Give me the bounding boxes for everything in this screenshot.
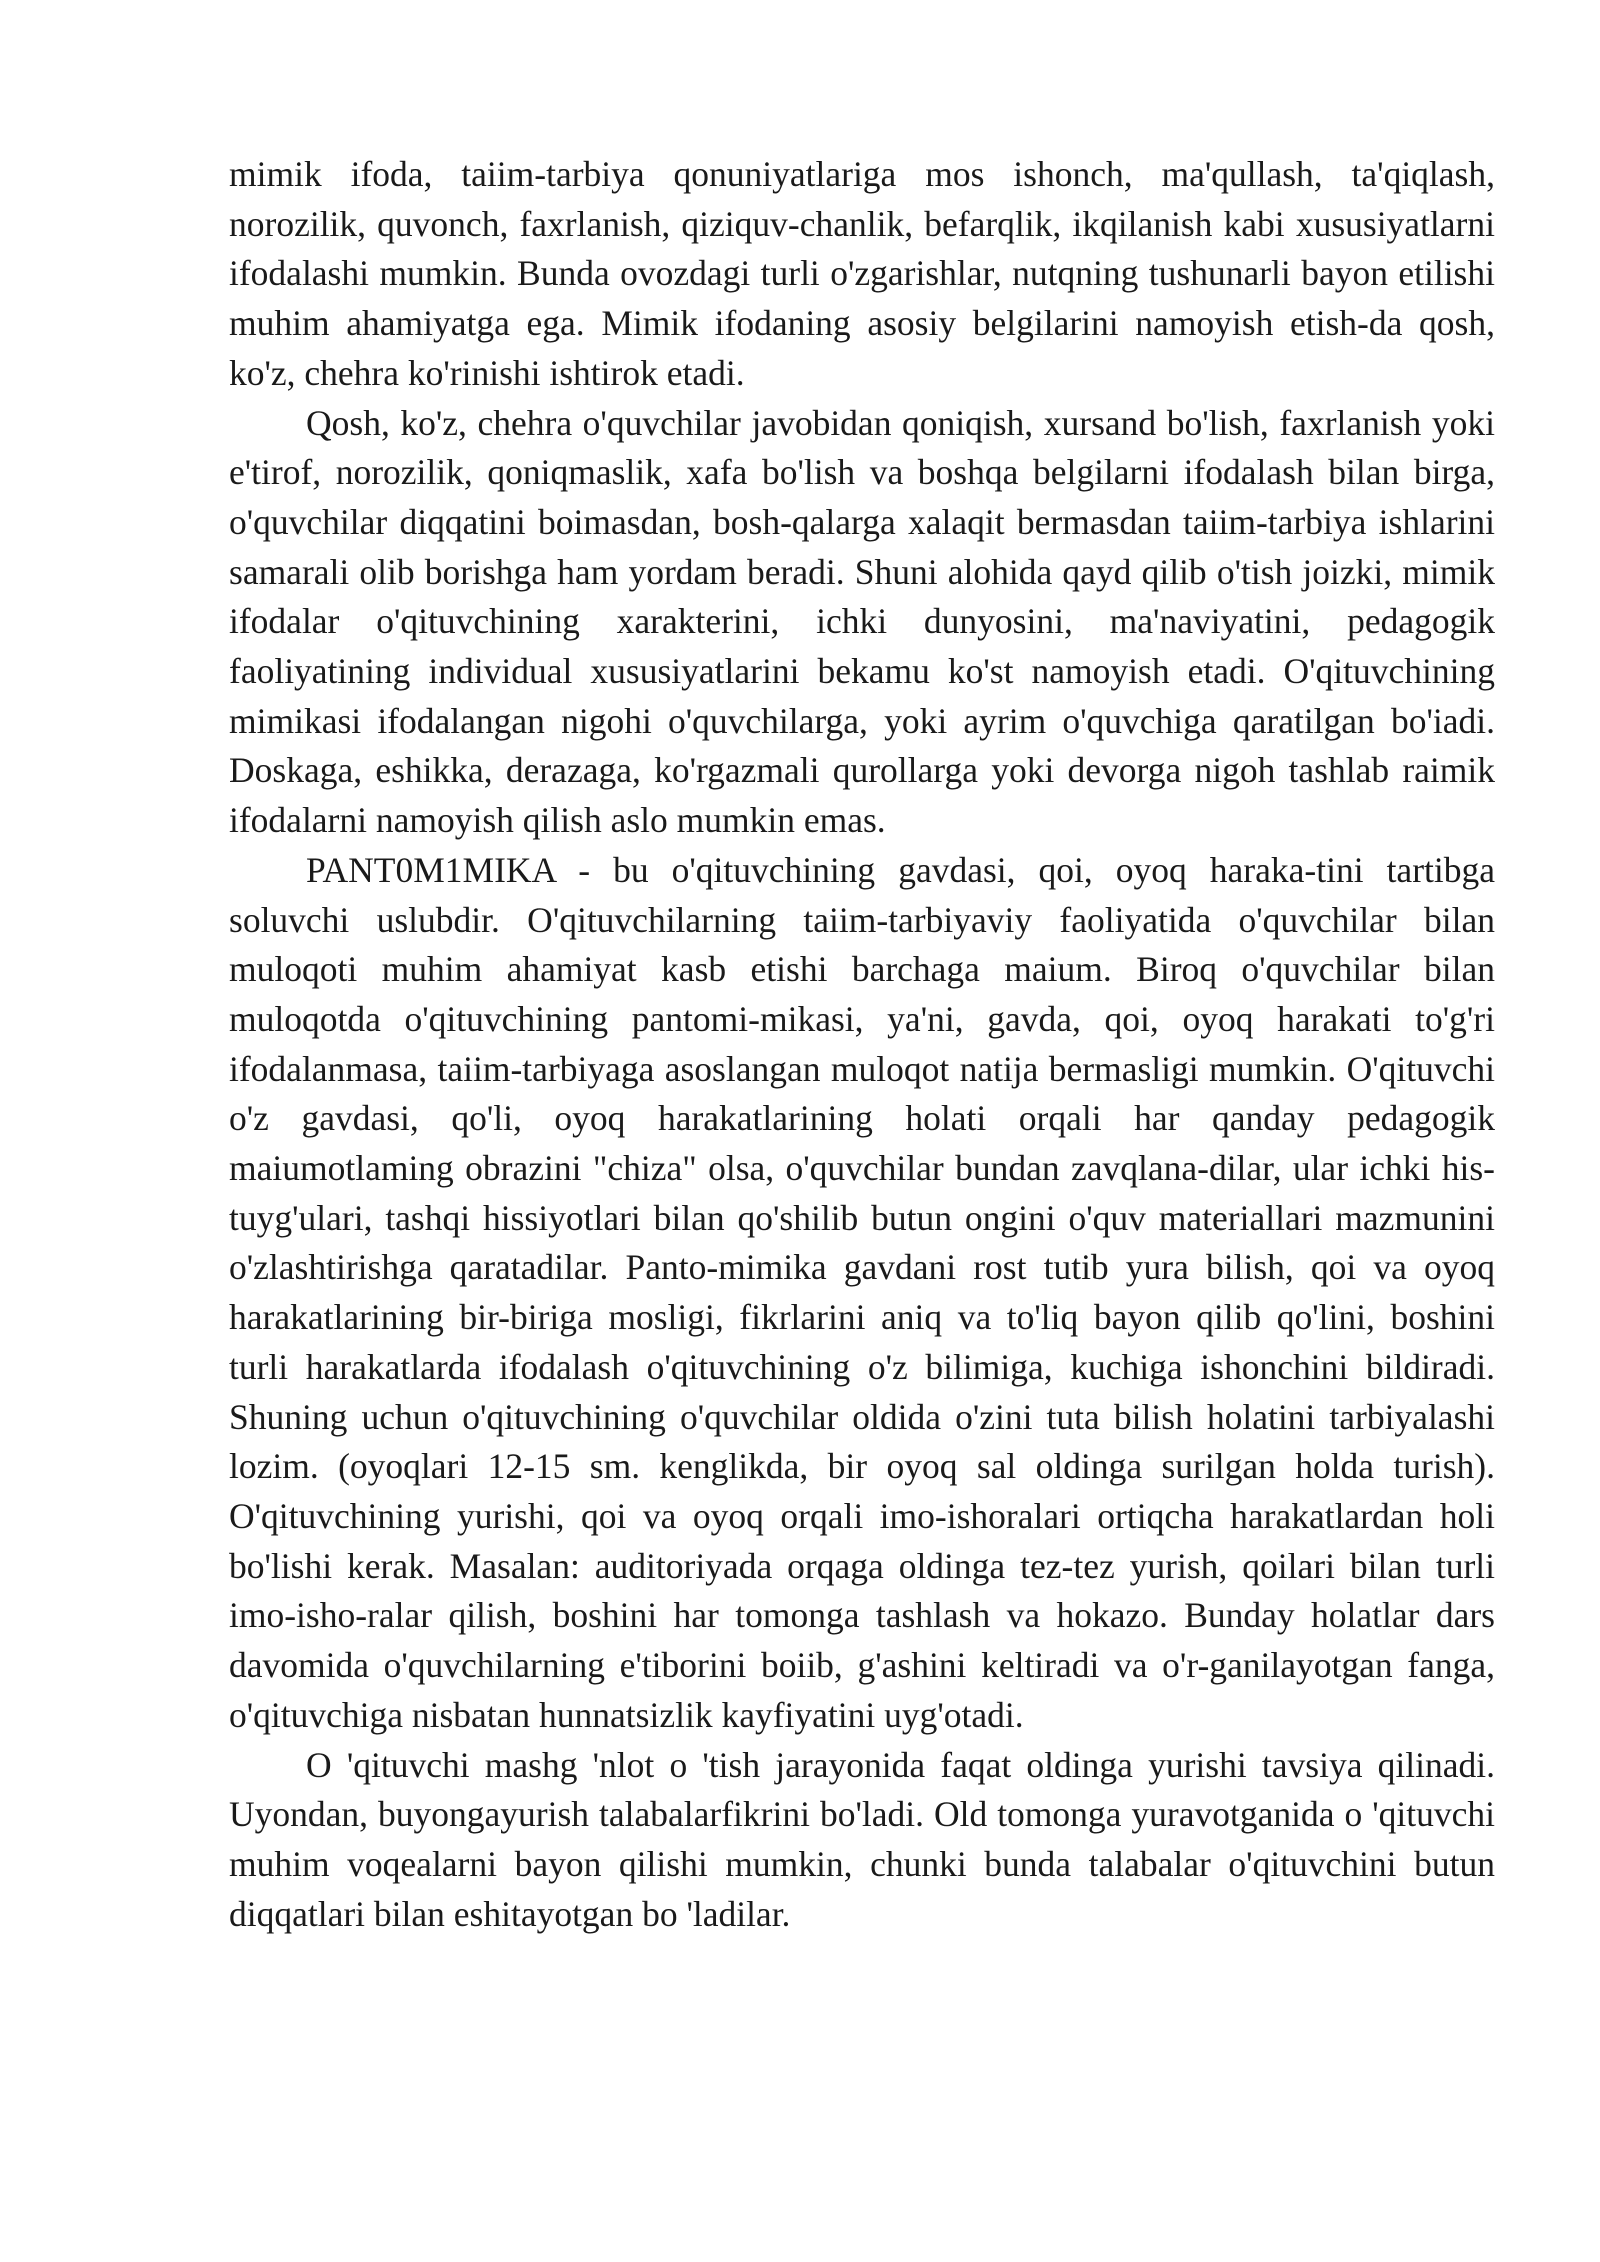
- document-page: [229, 150, 1495, 1939]
- paragraph-mimik-ifoda: mimik ifoda, taiim-tarbiya qonuniyatlariga mos ishonch, ma'qullash, ta'qiqlash, norozilik, quvonch, faxrlanish, qiziquv-chanlik, befarqlik, ikqilanish kabi xususiyatlarni ifodalashi mumkin. Bunda ovozdagi turli o'zgarishlar, nutqning tushunarli bayon etilishi muhim ahamiyatga ega. Mimik ifodaning asosiy belgilarini namoyish etish-da qosh, ko'z, chehra ko'rinishi ishtirok etadi.: [229, 154, 1495, 393]
- paragraph-pantomimika: PANT0M1MIKA - bu o'qituvchining gavdasi, qoi, oyoq haraka-tini tartibga soluvchi uslubdir. O'qituvchilarning taiim-tarbiyaviy faoliyatida o'quvchilar bilan muloqoti muhim ahamiyat kasb etishi barchaga maium. Biroq o'quvchilar bilan muloqotda o'qituvchining pantomi-mikasi, ya'ni, gavda, qoi, oyoq harakati to'g'ri ifodalanmasa, taiim-tarbiyaga asoslangan muloqot natija bermasligi mumkin. O'qituvchi o'z gavdasi, qo'li, oyoq harakatlarining holati orqali har qanday pedagogik maiumotlaming obrazini "chiza" olsa, o'quvchilar bundan zavqlana-dilar, ular ichki his-tuyg'ulari, tashqi hissiyotlari bilan qo'shilib butun ongini o'quv materiallari mazmunini o'zlashtirishga qaratadilar. Panto-mimika gavdani rost tutib yura bilish, qoi va oyoq harakatlarining bir-biriga mosligi, fikrlarini aniq va to'liq bayon qilib qo'lini, boshini turli harakatlarda ifodalash o'qituvchining o'z bilimiga, kuchiga ishonchini bildiradi. Shuning uchun o'qituvchining o'quvchilar oldida o'zini tuta bilish holatini tarbiyalashi lozim. (oyoqlari 12-15 sm. kenglikda, bir oyoq sal oldinga surilgan holda turish). O'qituvchining yurishi, qoi va oyoq orqali imo-ishoralari ortiqcha harakatlardan holi bo'lishi kerak. Masalan: auditoriyada orqaga oldinga tez-tez yurish, qoilari bilan turli imo-isho-ralar qilish, boshini har tomonga tashlash va hokazo. Bunday holatlar dars davomida o'quvchilarning e'tiborini boiib, g'ashini keltiradi va o'r-ganilayotgan fanga, o'qituvchiga nisbatan hunnatsizlik kayfiyatini uyg'otadi.: [229, 849, 1495, 1735]
- paragraph-qosh-koz-chehra: Qosh, ko'z, chehra o'quvchilar javobidan qoniqish, xursand bo'lish, faxrlanish yoki e'tirof, norozilik, qoniqmaslik, xafa bo'lish va boshqa belgilarni ifodalash bilan birga, o'quvchilar diqqatini boimasdan, bosh-qalarga xalaqit bermasdan taiim-tarbiya ishlarini samarali olib borishga ham yordam beradi. Shuni alohida qayd qilib o'tish joizki, mimik ifodalar o'qituvchining xarakterini, ichki dunyosini, ma'naviyatini, pedagogik faoliyatining individual xususiyatlarini bekamu ko'st namoyish etadi. O'qituvchining mimikasi ifodalangan nigohi o'quvchilarga, yoki ayrim o'quvchiga qaratilgan bo'iadi. Doskaga, eshikka, derazaga, ko'rgazmali qurollarga yoki devorga nigoh tashlab raimik ifodalarni namoyish qilish aslo mumkin emas.: [229, 402, 1495, 841]
- paragraph-oqituvchi-yurishi: O 'qituvchi mashg 'nlot o 'tish jarayonida faqat oldinga yurishi tavsiya qilinadi. Uyondan, buyongayurish talabalarfikrini bo'ladi. Old tomonga yuravotganida o 'qituvchi muhim voqealarni bayon qilishi mumkin, chunki bunda talabalar o'qituvchini butun diqqatlari bilan eshitayotgan bo 'ladilar.: [229, 1744, 1495, 1934]
